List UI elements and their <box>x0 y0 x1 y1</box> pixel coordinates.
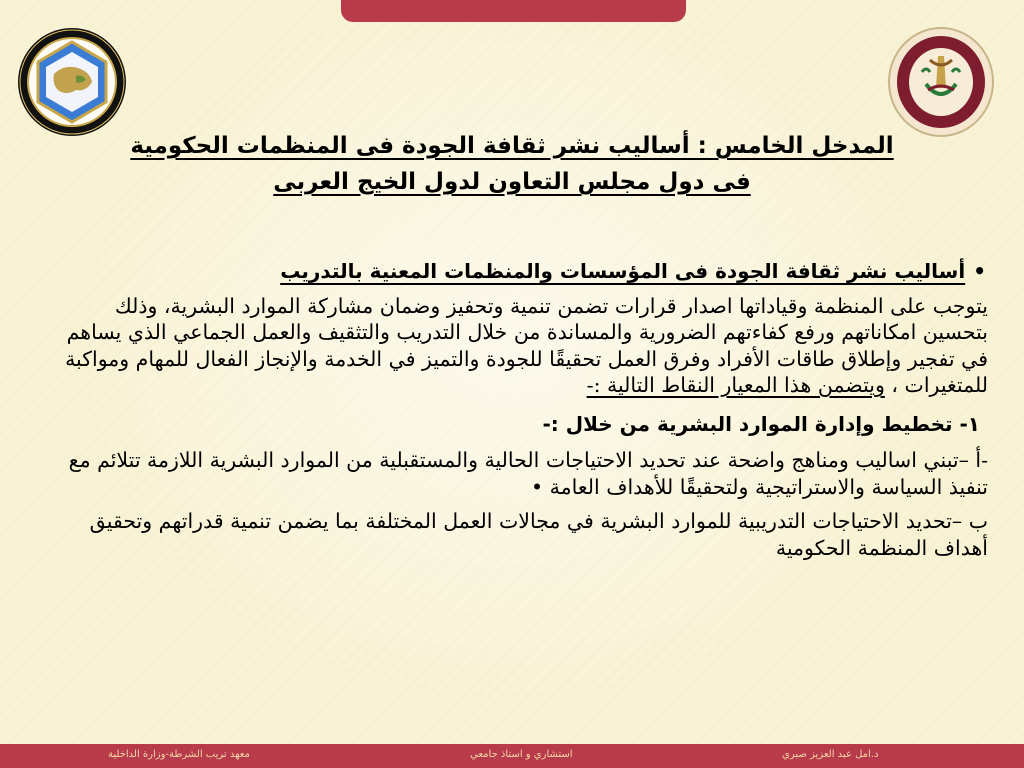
title-line-2 <box>60 164 964 200</box>
slide-content <box>64 258 988 561</box>
gcc-emblem-icon <box>16 26 128 138</box>
title-line-1-text: المدخل الخامس : أساليب نشر ثقافة الجودة فى المنظمات الحكومية <box>130 133 894 159</box>
title-line-1 <box>60 128 964 164</box>
bullet-heading-text: أساليب نشر ثقافة الجودة فى المؤسسات والمنظمات المعنية بالتدريب <box>280 259 966 283</box>
list-item-a: -أ –تبني اساليب ومناهج واضحة عند تحديد الاحتياجات الحالية والمستقبلية من الموارد البشرية اللازمة تتلائم مع تنفيذ السياسة والاستراتيجية ولتحقيقًا للأهداف العامة • <box>68 448 988 499</box>
bullet-heading <box>64 258 988 285</box>
qatar-ministry-emblem-icon <box>886 26 996 138</box>
title-line-2-text: فى دول مجلس التعاون لدول الخيج العربى <box>273 169 751 195</box>
footer-right-text: د.امل عبد العزيز صبري <box>782 749 879 760</box>
list-item-b: ب –تحديد الاحتياجات التدريبية للموارد البشرية في مجالات العمل المختلفة بما يضمن تنمية قدراتهم وتحقيق أهداف المنظمة الحكومية <box>89 509 988 560</box>
top-accent-tab <box>341 0 686 22</box>
body-paragraph-text: يتوجب على المنظمة وقياداتها اصدار قرارات تضمن تنمية وتحفيز وضمان مشاركة الموارد البشرية، وذلك بتحسين امكاناتهم ورفع كفاءتهم الضرورية والمساندة من خلال التدريب والتثقيف والعمل الجماعي الذي يساهم في تفجير وإطلاق طاقات الأفراد وفرق العمل تحقيقًا للجودة والتميز في الخدمة والإنجاز الفعال للمهام ومواكبة للمتغيرات ، <box>65 293 988 397</box>
slide-title <box>60 128 964 200</box>
footer-left-text: معهد تريب الشرطة-وزارة الداخلية <box>108 749 250 760</box>
footer-center-text: استشاري و استاذ جامعي <box>470 749 573 760</box>
bullet-marker: • <box>973 259 986 283</box>
body-paragraph-underlined: ويتضمن هذا المعيار النقاط التالية :- <box>586 373 885 397</box>
body-paragraph <box>64 293 988 399</box>
section-heading: ١- تخطيط وإدارة الموارد البشرية من خلال :- <box>542 411 980 436</box>
footer-bar <box>0 744 1024 768</box>
